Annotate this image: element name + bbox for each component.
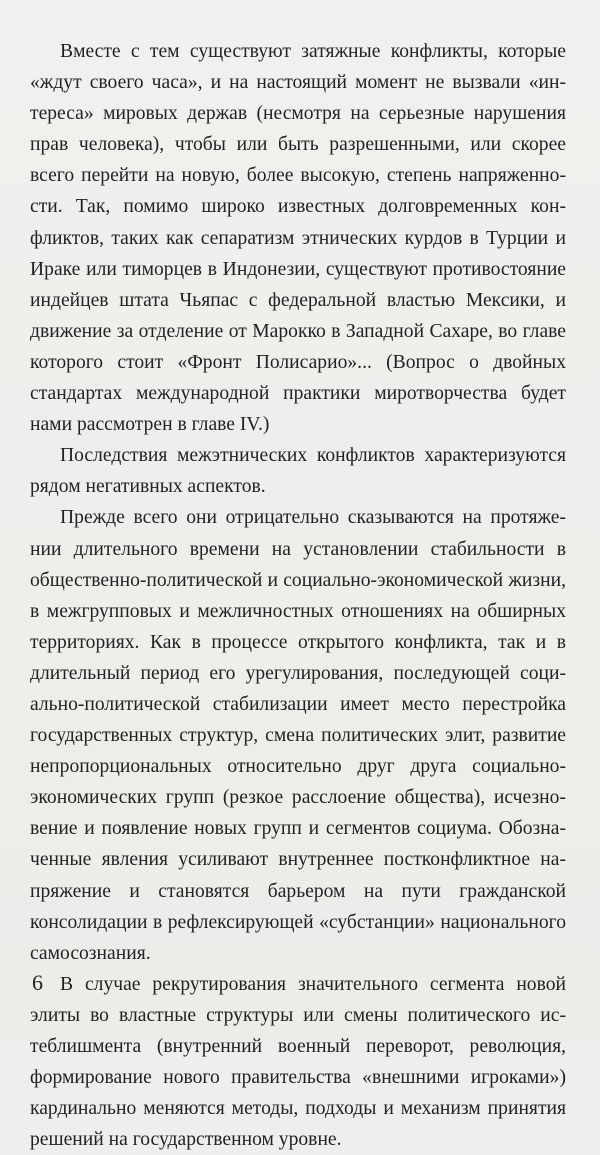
- paragraph-4: В случае рекрутирования значительного сегмента новой элиты во властные структуры или смены политического истеблишмента (внутренний военный переворот, революция, формирование нового правительства «внешними игроками») кардинально меняются методы, подходы и механизм принятия решений на государственном уровне.: [30, 973, 566, 1151]
- body-text: [30, 36, 566, 1155]
- paragraph-1: Вместе с тем существуют затяжные конфликты, которые «ждут своего часа», и на настоящий момент не вызвали «интереса» мировых держав (несмотря на серьезные нарушения прав человека), чтобы или быть разрешенными, или скорее всего перейти на новую, более высокую, степень напряженности. Так, помимо широко известных долговременных конфликтов, таких как сепаратизм этнических курдов в Турции и Ираке или тиморцев в Индонезии, существуют противостояние индейцев штата Чьяпас с федеральной властью Мексики, и движение за отделение от Марокко в Западной Сахаре, во главе которого стоит «Фронт Полисарио»... (Вопрос о двойных стандартах международной практики миротворчества будет нами рассмотрен в главе IV.): [30, 41, 566, 436]
- paragraph-2: Последствия межэтнических конфликтов характеризуются рядом негативных аспектов.: [30, 445, 566, 498]
- page-number: 6: [32, 970, 43, 995]
- paragraph-3: Прежде всего они отрицательно сказываются на протяжении длительного времени на установлении стабильности в общественно-политической и социально-экономической жизни, в межгрупповых и межличностных отношениях на обширных территориях. Как в процессе открытого конфликта, так и в длительный период его урегулирования, последующей социально-политической стабилизации имеет место перестройка государственных структур, смена политических элит, развитие непропорциональных относительно друг друга социально-экономических групп (резкое расслоение общества), исчезновение и появление новых групп и сегментов социума. Обозначенные явления усиливают внутреннее постконфликтное напряжение и становятся барьером на пути гражданской консолидации в рефлексирующей «субстанции» национального самосознания.: [30, 507, 566, 964]
